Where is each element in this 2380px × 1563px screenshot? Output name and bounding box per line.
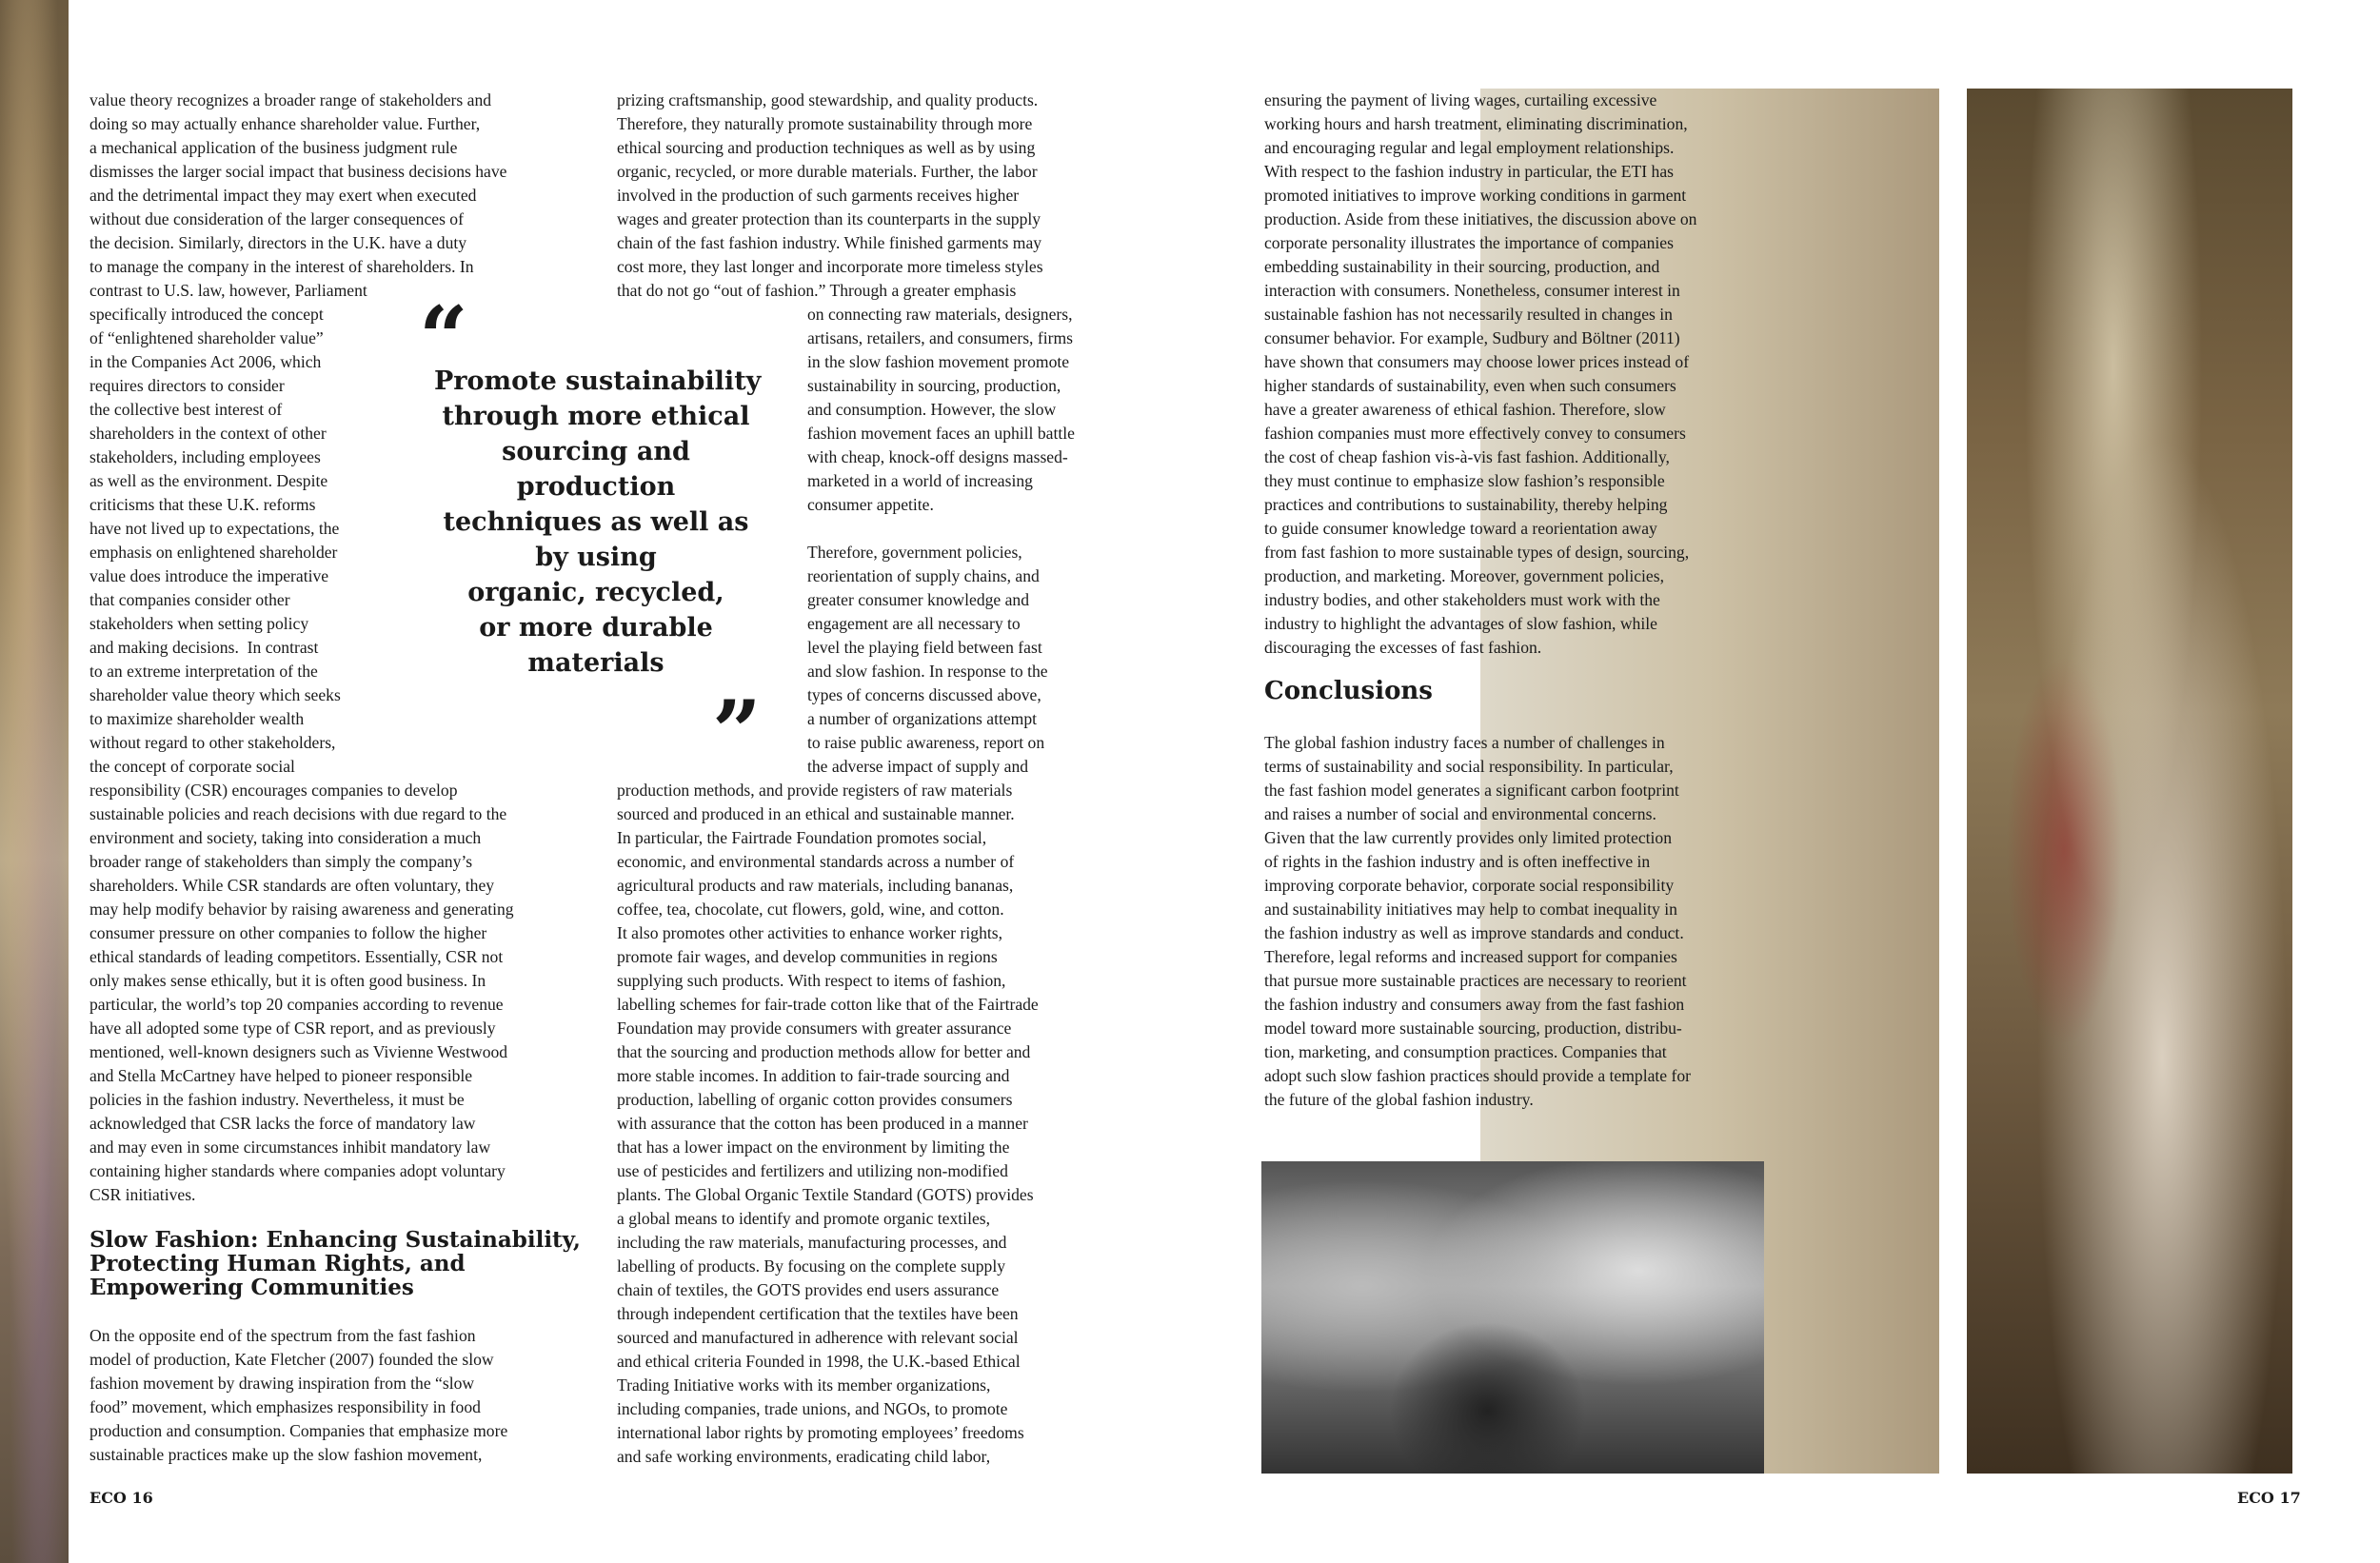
- close-quote-icon: ”: [712, 682, 762, 782]
- column-3-text: ensuring the payment of living wages, curtailing excessive working hours and harsh treatment, eliminating discrimination, and encouraging regular and legal employment relationships. With respect to the fashion industry in particular, the ETI has promoted initiatives to improve working conditions in garment production. Aside from these initiatives, the discussion above on corporate personality illustrates the importance of companies embedding sustainability in their sourcing, production, and interaction with consumers. Nonetheless, consumer interest in sustainable fashion has not necessarily resulted in changes in consumer behavior. For example, Sudbury and Böltner (2011) have shown that consumers may choose lower prices instead of higher standards of sustainability, even when such consumers have a greater awareness of ethical fashion. Therefore, slow fashion companies must more effectively convey to consumers the cost of cheap fashion vis-à-vis fast fashion. Additionally, they must continue to emphasize slow fashion’s responsible practices and contributions to sustainability, thereby helping to guide consumer knowledge toward a reorientation away from fast fashion to more sustainable types of design, sourcing, production, and marketing. Moreover, government policies, industry bodies, and other stakeholders must work with the industry to highlight the advantages of slow fashion, while discouraging the excesses of fast fashion.: [1264, 90, 1697, 657]
- open-quote-icon: “: [419, 287, 468, 388]
- photo-left-edge: [0, 0, 69, 1563]
- conclusion-text: The global fashion industry faces a number of challenges in terms of sustainability and social responsibility. In particular, the fast fashion model generates a significant carbon footprint and raises a number of social and environmental concerns. Given that the law currently provides only limited protection of rights in the fashion industry and is often ineffective in improving corporate behavior, corporate social responsibility and sustainability initiatives may help to combat inequality in the fashion industry as well as improve standards and conduct. Therefore, legal reforms and increased support for companies that pursue more sustainable practices are necessary to reorient the fashion industry and consumers away from the fast fashion model toward more sustainable sourcing, production, distribu- tion, marketing, and consumption practices. Companies that adopt such slow fashion practices should provide a template for the future of the global fashion industry.: [1264, 733, 1692, 1109]
- column-2-wrap-text: on connecting raw materials, designers, artisans, retailers, and consumers, firms in the slow fashion movement promote sustainability in sourcing, production, and consumption. However, the slow fashion movement faces an uphill battle with cheap, knock-off designs massed- marketed in a world of increasing consumer appetite. Therefore, government policies, reorientation of supply chains, and greater consumer knowledge and engagement are all necessary to level the playing field between fast and slow fashion. In response to the types of concerns discussed above, a number of organizations attempt to raise public awareness, report on the adverse impact of supply and: [807, 305, 1075, 776]
- column-1-bottom-text: On the opposite end of the spectrum from the fast fashion model of production, Kate Fletcher (2007) founded the slow fashion movement by drawing inspiration from the “slow food” movement, which emphasizes responsibility in food production and consumption. Companies that emphasize more sustainable practices make up the slow fashion movement,: [89, 1326, 508, 1464]
- pull-quote: Promote sustainability through more ethical sourcing and production techniques as well as by using organic, recycled, or more durable materials: [434, 366, 762, 678]
- page-number-left: ECO 16: [89, 1489, 153, 1507]
- photo-child-in-garden: [1261, 1161, 1764, 1474]
- section-heading-conclusions: Conclusions: [1264, 677, 1433, 705]
- page-number-right: ECO 17: [2237, 1489, 2301, 1507]
- section-heading-slow-fashion: Slow Fashion: Enhancing Sustainability, Protecting Human Rights, and Empowering Communities: [89, 1227, 581, 1300]
- column-2-text: prizing craftsmanship, good stewardship, and quality products. Therefore, they naturally promote sustainability through more ethical sourcing and production techniques as well as by using organic, recycled, or more durable materials. Further, the labor involved in the production of such garments receives higher wages and greater protection than its counterparts in the supply chain of the fast fashion industry. While finished garments may cost more, they last longer and incorporate more timeless styles that do not go “out of fashion.” Through a greater emphasis: [617, 90, 1043, 300]
- photo-woman-in-floral-dress: [1967, 89, 2292, 1474]
- column-1-text: value theory recognizes a broader range of stakeholders and doing so may actually enhance shareholder value. Further, a mechanical application of the business judgment rule dismisses the larger social impact that business decisions have and the detrimental impact they may exert when executed without due consideration of the larger consequences of the decision. Similarly, directors in the U.K. have a duty to manage the company in the interest of shareholders. In contrast to U.S. law, however, Parliament specifically introduced the concept of “enlightened shareholder value” in the Companies Act 2006, which requires directors to consider the collective best interest of shareholders in the context of other stakeholders, including employees as well as the environment. Despite criticisms that these U.K. reforms have not lived up to expectations, the emphasis on enlightened shareholder value does introduce the imperative that companies consider other stakeholders when setting policy and making decisions. In contrast to an extreme interpretation of the shareholder value theory which seeks to maximize shareholder wealth without regard to other stakeholders, the concept of corporate social responsibility (CSR) encourages companies to develop sustainable policies and reach decisions with due regard to the environment and society, taking into consideration a much broader range of stakeholders than simply the company’s shareholders. While CSR standards are often voluntary, they may help modify behavior by raising awareness and generating consumer pressure on other companies to follow the higher ethical standards of leading competitors. Essentially, CSR not only makes sense ethically, but it is often good business. In particular, the world’s top 20 companies according to revenue have all adopted some type of CSR report, and as previously mentioned, well-known designers such as Vivienne Westwood and Stella McCartney have helped to pioneer responsible policies in the fashion industry. Nevertheless, it must be acknowledged that CSR lacks the force of mandatory law and may even in some circumstances inhibit mandatory law containing higher standards where companies adopt voluntary CSR initiatives.: [89, 90, 514, 1204]
- column-2-bottom-text: production methods, and provide registers of raw materials sourced and produced in an ethical and sustainable manner. In particular, the Fairtrade Foundation promotes social, economic, and environmental standards across a number of agricultural products and raw materials, including bananas, coffee, tea, chocolate, cut flowers, gold, wine, and cotton. It also promotes other activities to enhance worker rights, promote fair wages, and develop communities in regions supplying such products. With respect to items of fashion, labelling schemes for fair-trade cotton like that of the Fairtrade Foundation may provide consumers with greater assurance that the sourcing and production methods allow for better and more stable incomes. In addition to fair-trade sourcing and production, labelling of organic cotton provides consumers with assurance that the cotton has been produced in a manner that has a lower impact on the environment by limiting the use of pesticides and fertilizers and utilizing non-modified plants. The Global Organic Textile Standard (GOTS) provides a global means to identify and promote organic textiles, including the raw materials, manufacturing processes, and labelling of products. By focusing on the complete supply chain of textiles, the GOTS provides end users assurance through independent certification that the textiles have been sourced and manufactured in adherence with relevant social and ethical criteria Founded in 1998, the U.K.-based Ethical Trading Initiative works with its member organizations, including companies, trade unions, and NGOs, to promote international labor rights by promoting employees’ freedoms and safe working environments, eradicating child labor,: [617, 781, 1039, 1466]
